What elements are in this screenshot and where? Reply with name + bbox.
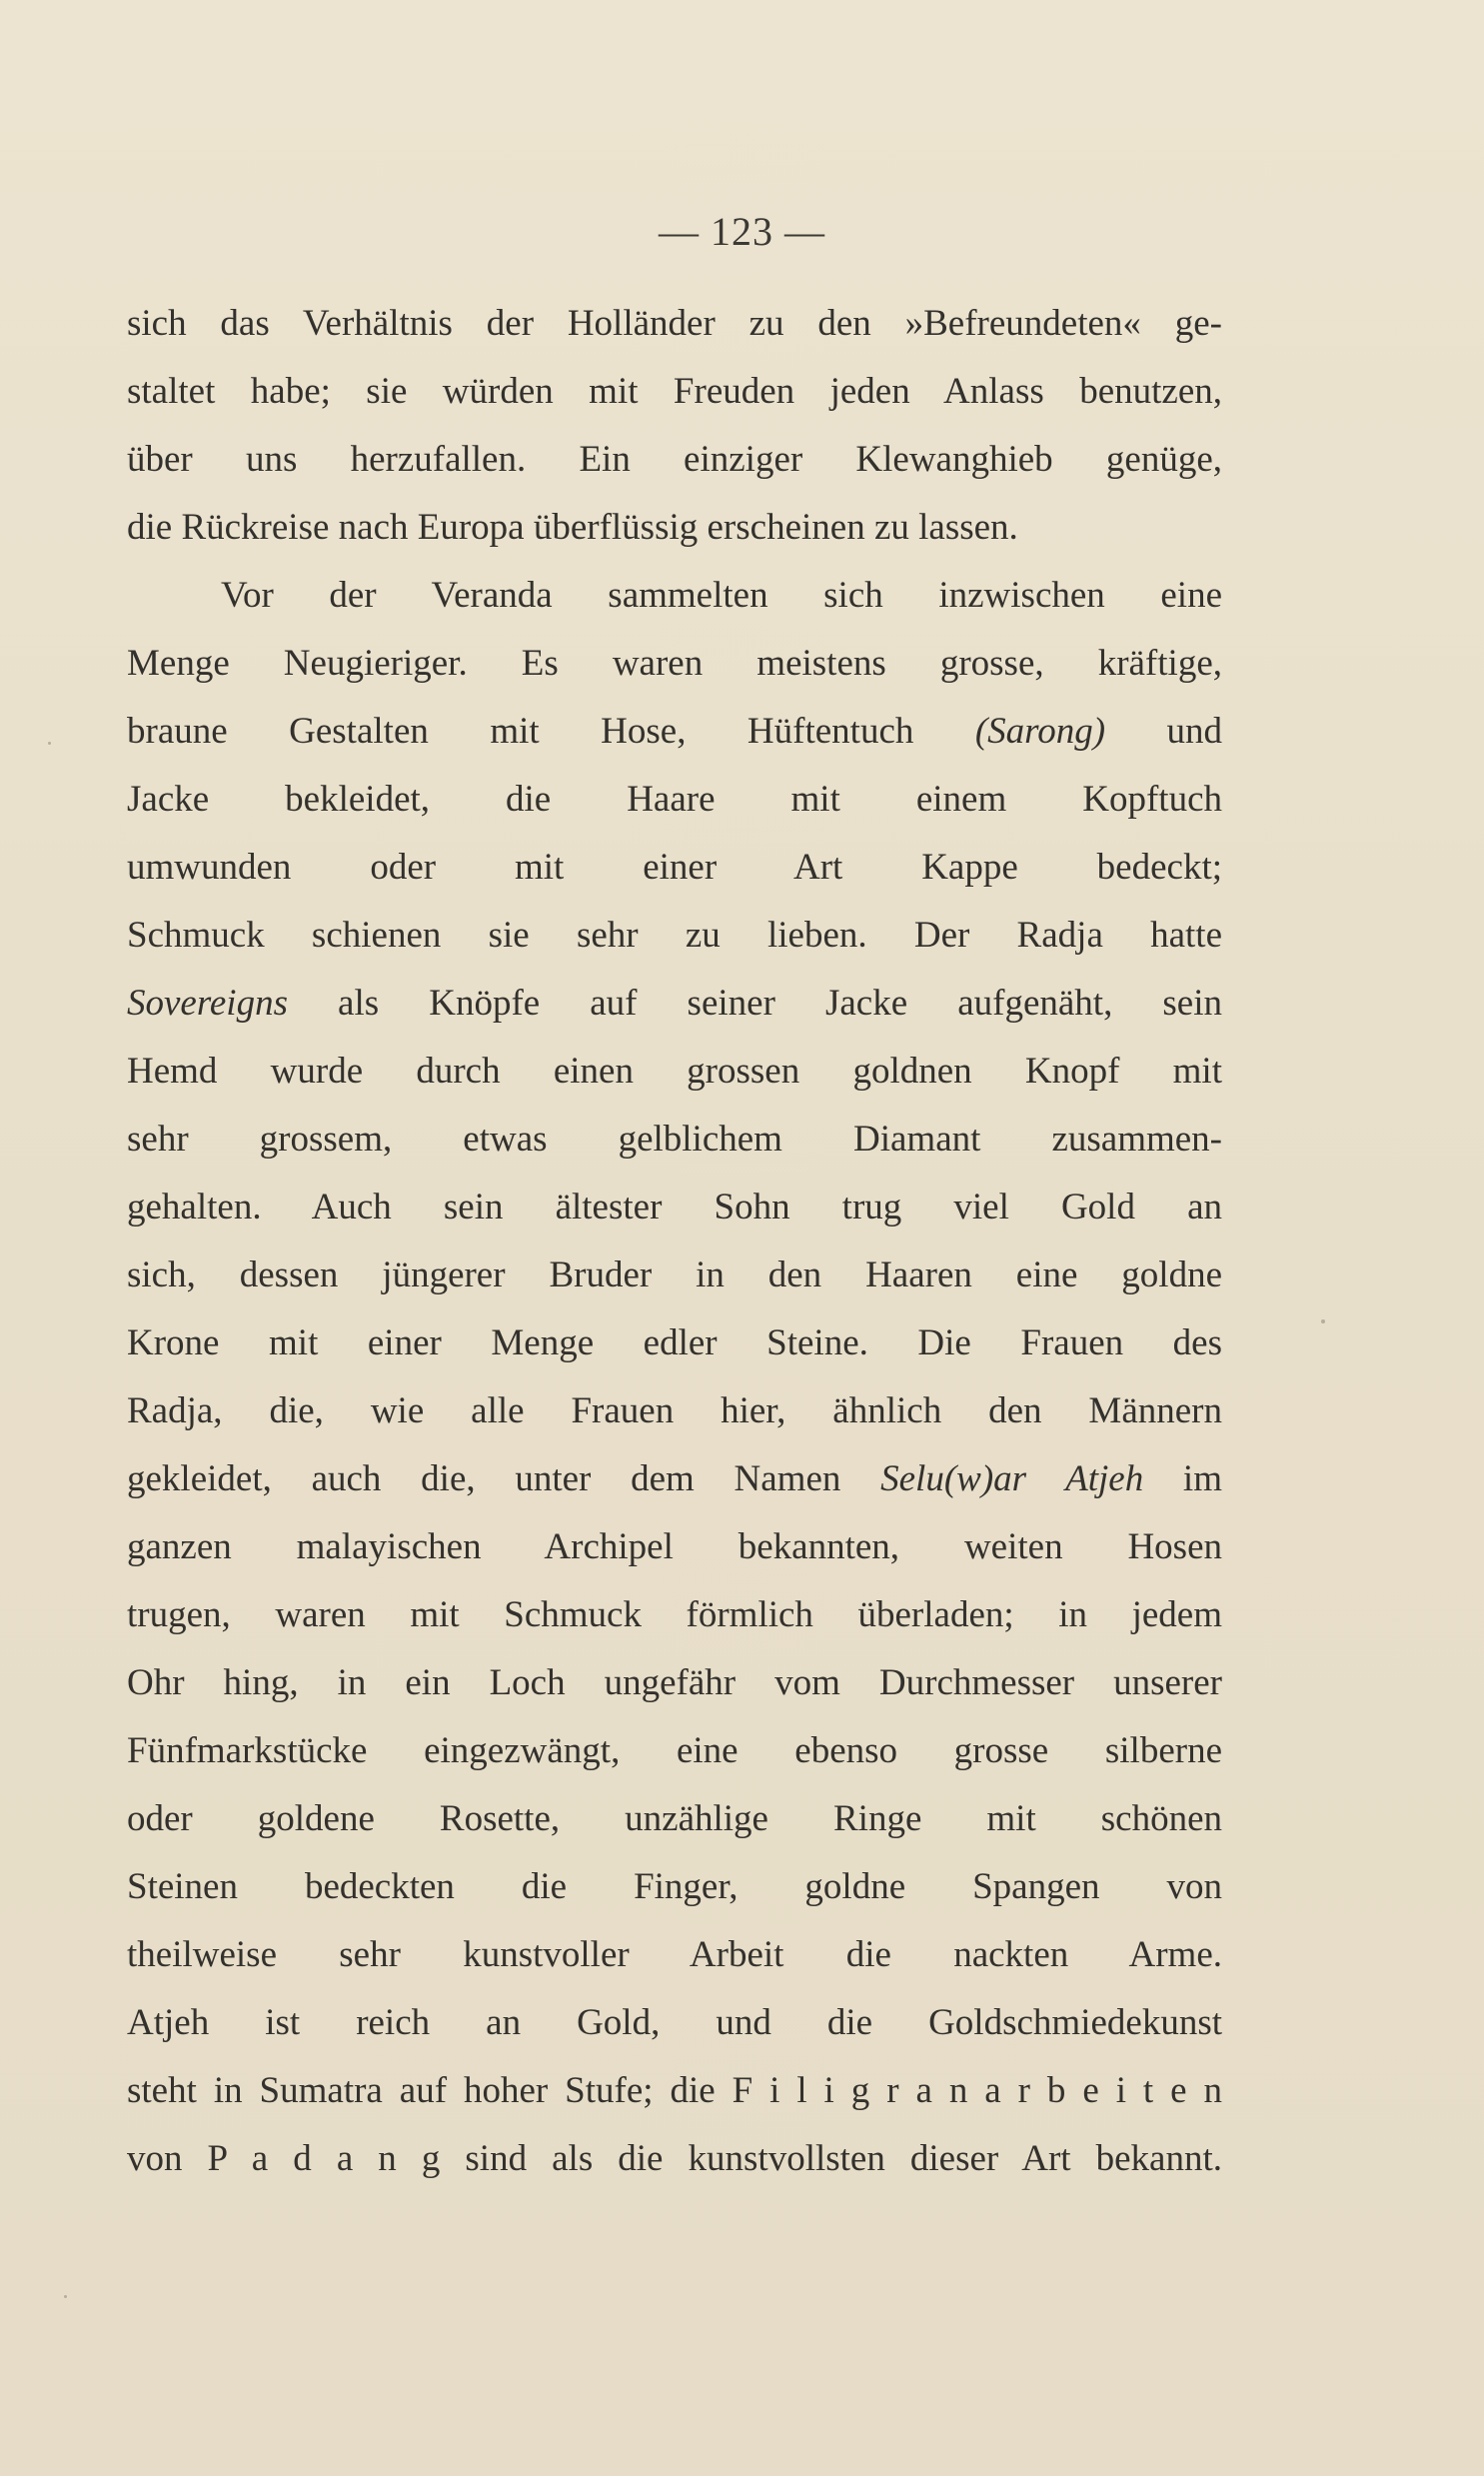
text-line: ganzen malayischen Archipel bekannten, weiten Hosen <box>127 1526 1222 1567</box>
text-line: Ohr hing, in ein Loch ungefähr vom Durchmesser unserer <box>127 1662 1222 1703</box>
text-line: steht in Sumatra auf hoher Stufe; die F i l i g r a n a r b e i t e n <box>127 2070 1222 2111</box>
text-line: Schmuck schienen sie sehr zu lieben. Der Radja hatte <box>127 915 1222 956</box>
text-line: braune Gestalten mit Hose, Hüftentuch (Sarong) und <box>127 711 1223 752</box>
text-line: Atjeh ist reich an Gold, und die Goldschmiedekunst <box>127 2002 1222 2043</box>
body-text <box>127 290 1222 2193</box>
text-line: Radja, die, wie alle Frauen hier, ähnlich den Männern <box>127 1390 1222 1431</box>
paper-speck <box>48 742 51 745</box>
text-line: Vor der Veranda sammelten sich inzwischen eine <box>221 575 1222 616</box>
text-line: umwunden oder mit einer Art Kappe bedeckt; <box>127 847 1222 888</box>
text-line: oder goldene Rosette, unzählige Ringe mit schönen <box>127 1798 1222 1839</box>
italic-term: (Sarong) <box>974 711 1106 752</box>
text-line: sich, dessen jüngerer Bruder in den Haaren eine goldne <box>127 1254 1222 1295</box>
text-line: die Rückreise nach Europa überflüssig erscheinen zu lassen. <box>127 507 1018 548</box>
text-line: theilweise sehr kunstvoller Arbeit die nackten Arme. <box>127 1934 1222 1975</box>
text-line: sich das Verhältnis der Holländer zu den »Befreundeten« ge- <box>127 303 1222 344</box>
text-line: Hemd wurde durch einen grossen goldnen Knopf mit <box>127 1051 1222 1092</box>
spaced-term: F i l i g r a n a r b e i t e n <box>732 2070 1222 2111</box>
paper-speck <box>1321 1319 1325 1323</box>
text-line: von P a d a n g sind als die kunstvollsten dieser Art bekannt. <box>127 2138 1222 2179</box>
text-line: Krone mit einer Menge edler Steine. Die Frauen des <box>127 1322 1222 1363</box>
text-line: über uns herzufallen. Ein einziger Klewanghieb genüge, <box>127 439 1222 480</box>
text-line: Menge Neugieriger. Es waren meistens grosse, kräftige, <box>127 643 1222 684</box>
text-line: sehr grossem, etwas gelblichem Diamant zusammen- <box>127 1119 1222 1160</box>
italic-term: Selu(w)ar Atjeh <box>880 1458 1144 1499</box>
text-line: trugen, waren mit Schmuck förmlich überladen; in jedem <box>127 1594 1222 1635</box>
paper-speck <box>64 2295 67 2298</box>
text-line: Jacke bekleidet, die Haare mit einem Kopftuch <box>127 779 1222 820</box>
text-line: gekleidet, auch die, unter dem Namen Selu(w)ar Atjeh im <box>127 1458 1222 1499</box>
page-number: — 123 — <box>659 209 825 254</box>
italic-term: Sovereigns <box>127 983 288 1024</box>
text-line: Steinen bedeckten die Finger, goldne Spangen von <box>127 1866 1222 1907</box>
text-line: gehalten. Auch sein ältester Sohn trug viel Gold an <box>127 1187 1222 1228</box>
text-line: Fünfmarkstücke eingezwängt, eine ebenso grosse silberne <box>127 1730 1222 1771</box>
text-line: Sovereigns als Knöpfe auf seiner Jacke aufgenäht, sein <box>127 983 1222 1024</box>
text-line: staltet habe; sie würden mit Freuden jeden Anlass benutzen, <box>127 371 1222 412</box>
spaced-term: P a d a n g <box>207 2138 441 2179</box>
